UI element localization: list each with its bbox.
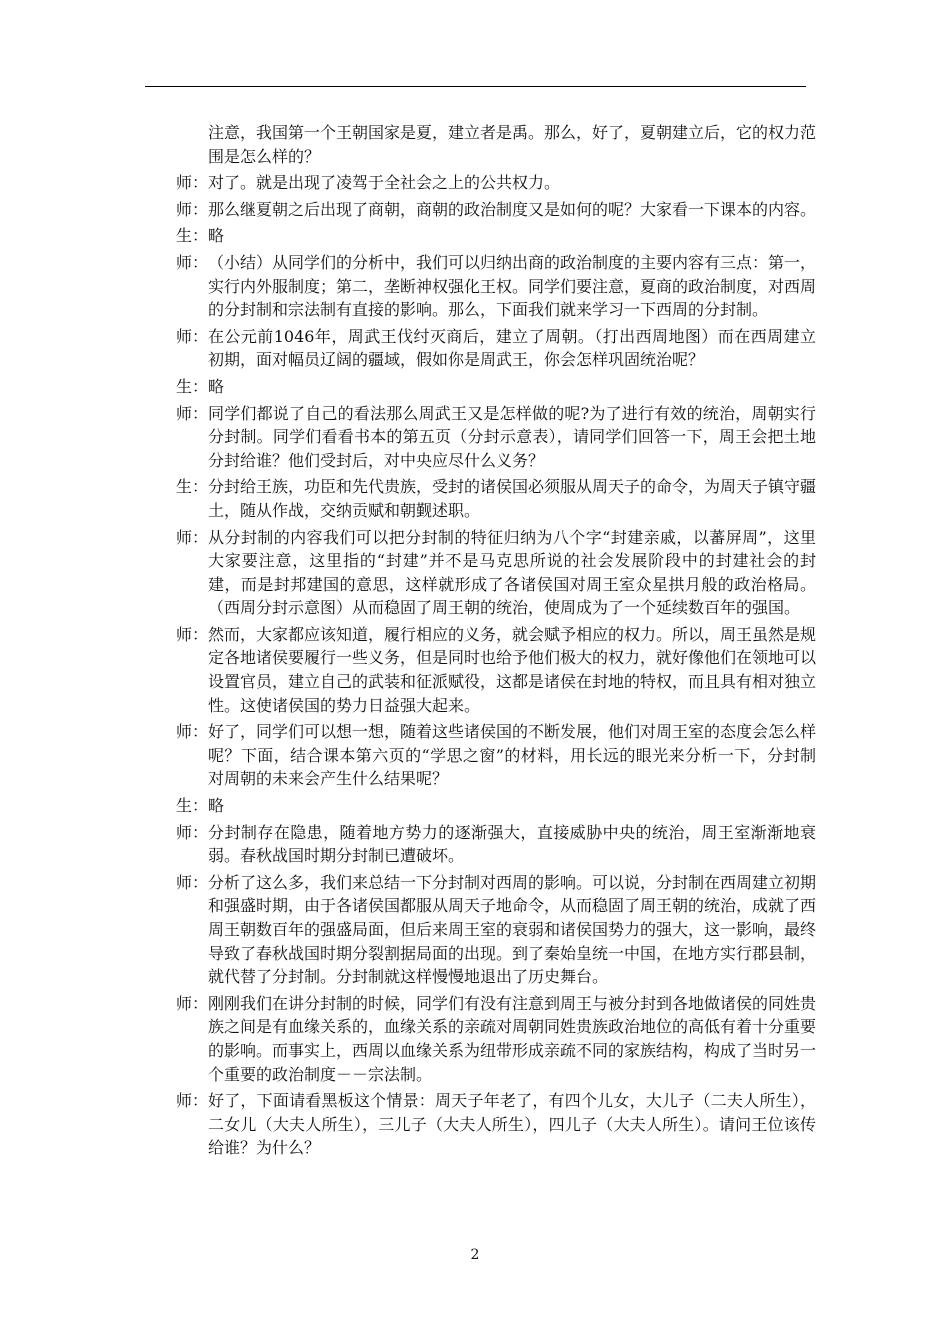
paragraph-text: 分析了这么多，我们来总结一下分封制对西周的影响。可以说，分封制在西周建立初期和强盛时期，由于各诸侯国都服从周天子地命令，从而稳固了周王朝的统治，成就了西周王朝数百年的强盛局面，但后来周王室的衰弱和诸侯国势力的强大，这一影响，最终导致了春秋战国时期分裂割据局面的出现。到了秦始皇统一中国，在地方实行郡县制，就代替了分封制。分封制就这样慢慢地退出了历史舞台。 bbox=[208, 872, 817, 987]
speaker-label: 师： bbox=[176, 1091, 209, 1111]
speaker-label: 生： bbox=[176, 226, 209, 246]
paragraph-text: 从分封制的内容我们可以把分封制的特征归纳为八个字“封建亲戚，以蕃屏周”，这里大家要注意，这里指的“封建”并不是马克思所说的社会发展阶段中的封建社会的封建，而是封邦建国的意思，这样就形成了各诸侯国对周王室众星拱月般的政治格局。（西周分封示意图）从而稳固了周王朝的统治，使周成为了一个延续数百年的强国。 bbox=[208, 527, 816, 618]
speaker-label: 师： bbox=[176, 252, 209, 272]
paragraph bbox=[176, 475, 816, 522]
paragraph bbox=[176, 794, 816, 818]
paragraph-text: 注意，我国第一个王朝国家是夏，建立者是禹。那么，好了，夏朝建立后，它的权力范围是怎么样的？ bbox=[208, 123, 817, 166]
paragraph bbox=[176, 402, 816, 473]
paragraph-text: 略 bbox=[208, 376, 225, 396]
speaker-label: 师： bbox=[176, 993, 209, 1013]
paragraph-text: 同学们都说了自己的看法那么周武王又是怎样做的呢?为了进行有效的统治，周朝实行分封制。同学们看看书本的第五页（分封示意表），请同学们回答一下，周王会把土地分封给谁？他们受封后，对中央应尽什么义务？ bbox=[208, 403, 816, 470]
paragraph bbox=[176, 871, 816, 989]
paragraph-text: 好了，同学们可以想一想，随着这些诸侯国的不断发展，他们对周王室的态度会怎么样呢？下面，结合课本第六页的“学思之窗”的材料，用长远的眼光来分析一下，分封制对周朝的未来会产生什么结果呢？ bbox=[208, 722, 817, 789]
paragraph-text: 在公元前1046年，周武王伐纣灭商后，建立了周朝。（打出西周地图）而在西周建立初期，面对幅员辽阔的疆域，假如你是周武王，你会怎样巩固统治呢？ bbox=[208, 326, 816, 370]
speaker-label: 师： bbox=[176, 173, 209, 193]
paragraph-text: 分封给王族，功臣和先代贵族，受封的诸侯国必须服从周天子的命令，为周天子镇守疆土，随从作战，交纳贡赋和朝觐述职。 bbox=[208, 477, 817, 520]
speaker-label: 师： bbox=[176, 199, 209, 219]
speaker-label: 生： bbox=[176, 477, 209, 497]
paragraph-text: 然而，大家都应该知道，履行相应的义务，就会赋予相应的权力。所以，周王虽然是规定各地诸侯要履行一些义务，但是同时也给予他们极大的权力，就好像他们在领地可以设置官员，建立自己的武装和征派赋役，这都是诸侯在封地的特权，而且具有相对独立性。这使诸侯国的势力日益强大起来。 bbox=[208, 624, 817, 715]
paragraph-text: （小结）从同学们的分析中，我们可以归纳出商的政治制度的主要内容有三点：第一，实行内外服制度；第二，垄断神权强化王权。同学们要注意，夏商的政治制度，对西周的分封制和宗法制有直接的影响。那么，下面我们就来学习一下西周的分封制。 bbox=[208, 252, 817, 320]
paragraph bbox=[176, 720, 816, 791]
paragraph bbox=[176, 198, 816, 222]
speaker-label: 生： bbox=[176, 796, 209, 816]
paragraph bbox=[176, 121, 816, 168]
paragraph bbox=[176, 821, 816, 868]
speaker-label: 师： bbox=[176, 624, 209, 644]
paragraph bbox=[176, 992, 816, 1086]
paragraph bbox=[176, 325, 816, 372]
paragraph-text: 刚刚我们在讲分封制的时候，同学们有没有注意到周王与被分封到各地做诸侯的同姓贵族之间是有血缘关系的，血缘关系的亲疏对周朝同姓贵族政治地位的高低有着十分重要的影响。而事实上，西周以血缘关系为纽带形成亲疏不同的家族结构，构成了当时另一个重要的政治制度－－宗法制。 bbox=[208, 993, 817, 1084]
header-rule bbox=[145, 86, 806, 87]
speaker-label: 师： bbox=[176, 403, 209, 423]
paragraph-text: 好了，下面请看黑板这个情景：周天子年老了，有四个儿女，大儿子（二夫人所生），二女儿（大夫人所生），三儿子（大夫人所生），四儿子（大夫人所生）。请问王位该传给谁？为什么？ bbox=[208, 1091, 816, 1158]
paragraph bbox=[176, 224, 816, 248]
speaker-label: 师： bbox=[176, 822, 209, 842]
speaker-label: 师： bbox=[176, 872, 209, 892]
paragraph-text: 略 bbox=[208, 226, 225, 246]
speaker-label: 生： bbox=[176, 376, 209, 396]
speaker-label: 师： bbox=[176, 326, 209, 346]
paragraph bbox=[176, 251, 816, 322]
paragraph bbox=[176, 171, 816, 195]
paragraph-text: 略 bbox=[208, 796, 225, 816]
speaker-label: 师： bbox=[176, 527, 209, 547]
paragraph bbox=[176, 1089, 816, 1160]
paragraph-text: 对了。就是出现了凌驾于全社会之上的公共权力。 bbox=[208, 173, 561, 193]
speaker-label: 师： bbox=[176, 722, 209, 742]
document-body bbox=[176, 121, 816, 1163]
paragraph bbox=[176, 375, 816, 399]
paragraph-text: 那么继夏朝之后出现了商朝，商朝的政治制度又是如何的呢？大家看一下课本的内容。 bbox=[208, 199, 817, 219]
paragraph bbox=[176, 526, 816, 620]
page-number: 2 bbox=[470, 1247, 480, 1263]
paragraph bbox=[176, 623, 816, 717]
paragraph-text: 分封制存在隐患，随着地方势力的逐渐强大，直接威胁中央的统治，周王室渐渐地衰弱。春秋战国时期分封制已遭破坏。 bbox=[208, 822, 816, 866]
